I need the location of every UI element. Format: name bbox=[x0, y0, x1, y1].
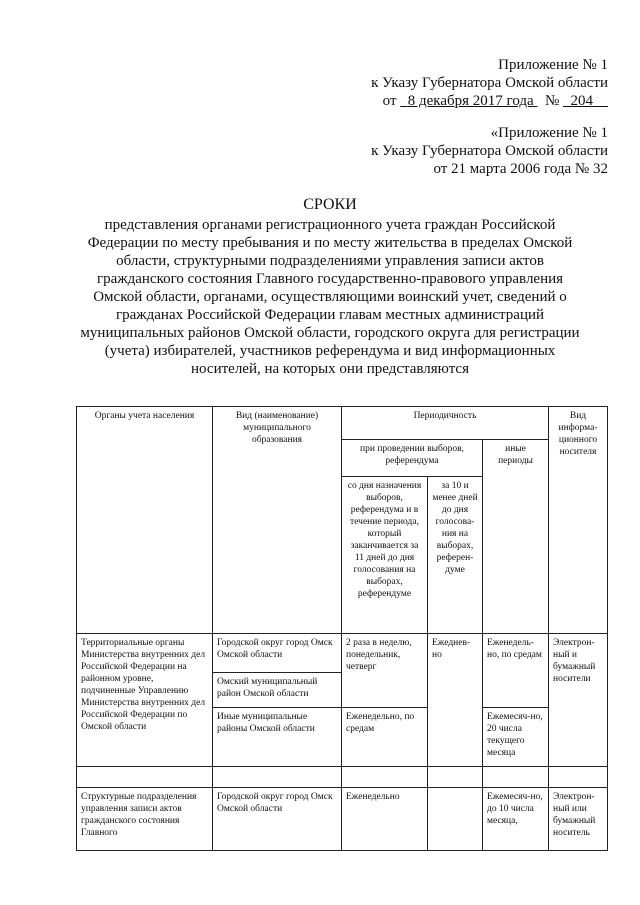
municipality-cell: Городской округ город Омск Омской области bbox=[213, 788, 342, 851]
original-appendix-line-2: к Указу Губернатора Омской области bbox=[371, 143, 608, 159]
appendix-date-prefix: от bbox=[382, 93, 397, 109]
table-header-row bbox=[77, 407, 608, 440]
last10-cell: Ежеднев-но bbox=[428, 634, 483, 767]
table-row bbox=[77, 634, 608, 673]
appendix-number: 204 bbox=[570, 93, 593, 109]
appendix-line-2: к Указу Губернатора Омской области bbox=[371, 75, 608, 91]
document-subtitle: представления органами регистрационного учета граждан Российской Федерации по месту пребывания и по месту жительства в пределах Омской области, структурными подразделениями управления записи актов гражданского состояния Главного государственно-правового управления Омской области, органами, осуществляющими воинский учет, сведений о гражданах Российской Федерации главам местных администраций муниципальных районов Омской области, городского округа для регистрации (учета) избирателей, участников референдума и вид информационных носителей, на которых они представляются bbox=[80, 217, 580, 377]
municipality-cell: Омский муниципальный район Омской области bbox=[213, 673, 342, 708]
appendix-header bbox=[371, 56, 608, 110]
municipality-cell: Иные муниципальные районы Омской области bbox=[213, 708, 342, 767]
header-media: Вид информа-ционного носителя bbox=[549, 407, 608, 634]
title-block bbox=[80, 196, 580, 378]
header-organs: Органы учета населения bbox=[77, 407, 213, 634]
original-appendix-line-1: «Приложение № 1 bbox=[490, 125, 608, 141]
media-cell: Электрон-ный или бумажный носитель bbox=[549, 788, 608, 851]
municipality-cell: Городской округ город Омск Омской области bbox=[213, 634, 342, 673]
appendix-date: 8 декабря 2017 года bbox=[407, 93, 534, 109]
header-elections: при проведении выборов, референдума bbox=[342, 440, 483, 477]
header-from-call: со дня назначения выборов, референдума и в течение периода, который заканчивается за 11 дней до дня голосования на выборах, референдуме bbox=[342, 477, 428, 634]
header-last-10-days: за 10 и менее дней до дня голосова-ния на выборах, референ-думе bbox=[428, 477, 483, 634]
appendix-line-1: Приложение № 1 bbox=[498, 57, 608, 73]
header-periodicity: Периодичность bbox=[342, 407, 549, 440]
other-periods-cell: Еженедель-но, по средам bbox=[483, 634, 549, 708]
header-other-periods: иные периоды bbox=[483, 440, 549, 634]
table-spacer-row bbox=[77, 767, 608, 788]
document-title: СРОКИ bbox=[303, 196, 357, 213]
table-row bbox=[77, 788, 608, 851]
last10-cell bbox=[428, 788, 483, 851]
other-periods-cell: Ежемесяч-но, 20 числа текущего месяца bbox=[483, 708, 549, 767]
header-municipality: Вид (наименование) муниципального образования bbox=[213, 407, 342, 634]
original-appendix-line-3: от 21 марта 2006 года № 32 bbox=[433, 161, 608, 177]
original-appendix-header bbox=[371, 124, 608, 178]
appendix-number-prefix: № bbox=[544, 93, 560, 109]
other-periods-cell: Ежемесяч-но, до 10 числа месяца, bbox=[483, 788, 549, 851]
organ-cell: Структурные подразделения управления записи актов гражданского состояния Главного bbox=[77, 788, 213, 851]
deadlines-table bbox=[76, 406, 608, 851]
from-call-cell: Еженедельно, по средам bbox=[342, 708, 428, 767]
organ-cell: Территориальные органы Министерства внутренних дел Российской Федерации на районном уровне, подчиненные Управлению Министерства внутренних дел Российской Федерации по Омской области bbox=[77, 634, 213, 767]
from-call-cell: Еженедельно bbox=[342, 788, 428, 851]
from-call-cell: 2 раза в неделю, понедельник, четверг bbox=[342, 634, 428, 708]
appendix-line-3 bbox=[371, 92, 608, 110]
media-cell: Электрон-ный и бумажный носители bbox=[549, 634, 608, 767]
